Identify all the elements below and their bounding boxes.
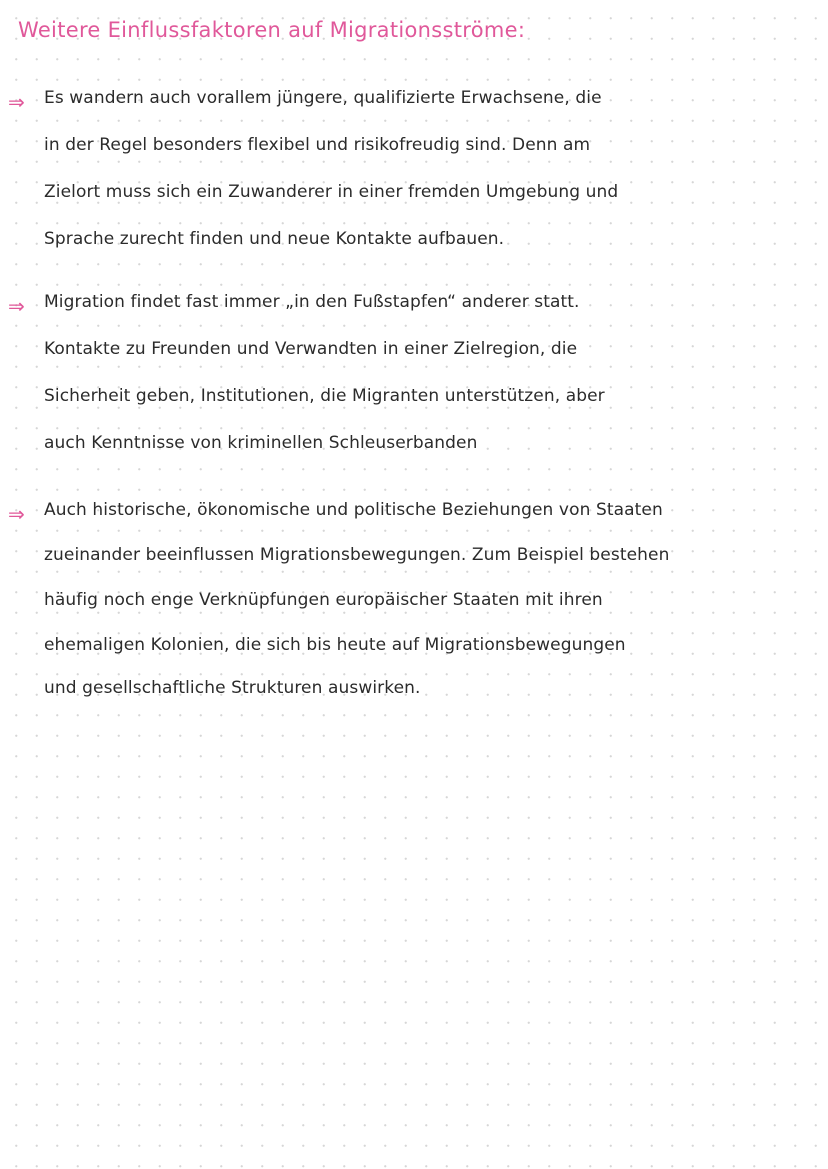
arrow-icon: ⇒ [8,294,25,318]
arrow-icon: ⇒ [8,90,25,114]
paragraph-line: in der Regel besonders flexibel und risikofreudig sind. Denn am [44,135,591,155]
paragraph-line: Migration findet fast immer „in den Fußstapfen“ anderer statt. [44,292,580,312]
paragraph-line: Es wandern auch vorallem jüngere, qualifizierte Erwachsene, die [44,88,602,108]
paragraph-line: Auch historische, ökonomische und politische Beziehungen von Staaten [44,500,663,520]
paragraph-line: zueinander beeinflussen Migrationsbewegungen. Zum Beispiel bestehen [44,545,670,565]
paragraph-line: ehemaligen Kolonien, die sich bis heute auf Migrationsbewegungen [44,635,626,655]
paragraph-line: und gesellschaftliche Strukturen auswirken. [44,678,421,698]
paragraph-line: auch Kenntnisse von kriminellen Schleuserbanden [44,433,478,453]
paragraph-line: Sicherheit geben, Institutionen, die Migranten unterstützen, aber [44,386,605,406]
paragraph-line: Kontakte zu Freunden und Verwandten in einer Zielregion, die [44,339,578,359]
arrow-icon: ⇒ [8,502,25,526]
page-title: Weitere Einflussfaktoren auf Migrationsströme: [18,18,526,42]
paragraph-line: Sprache zurecht finden und neue Kontakte aufbauen. [44,229,505,249]
paragraph-line: Zielort muss sich ein Zuwanderer in einer fremden Umgebung und [44,182,619,202]
paragraph-line: häufig noch enge Verknüpfungen europäischer Staaten mit ihren [44,590,603,610]
